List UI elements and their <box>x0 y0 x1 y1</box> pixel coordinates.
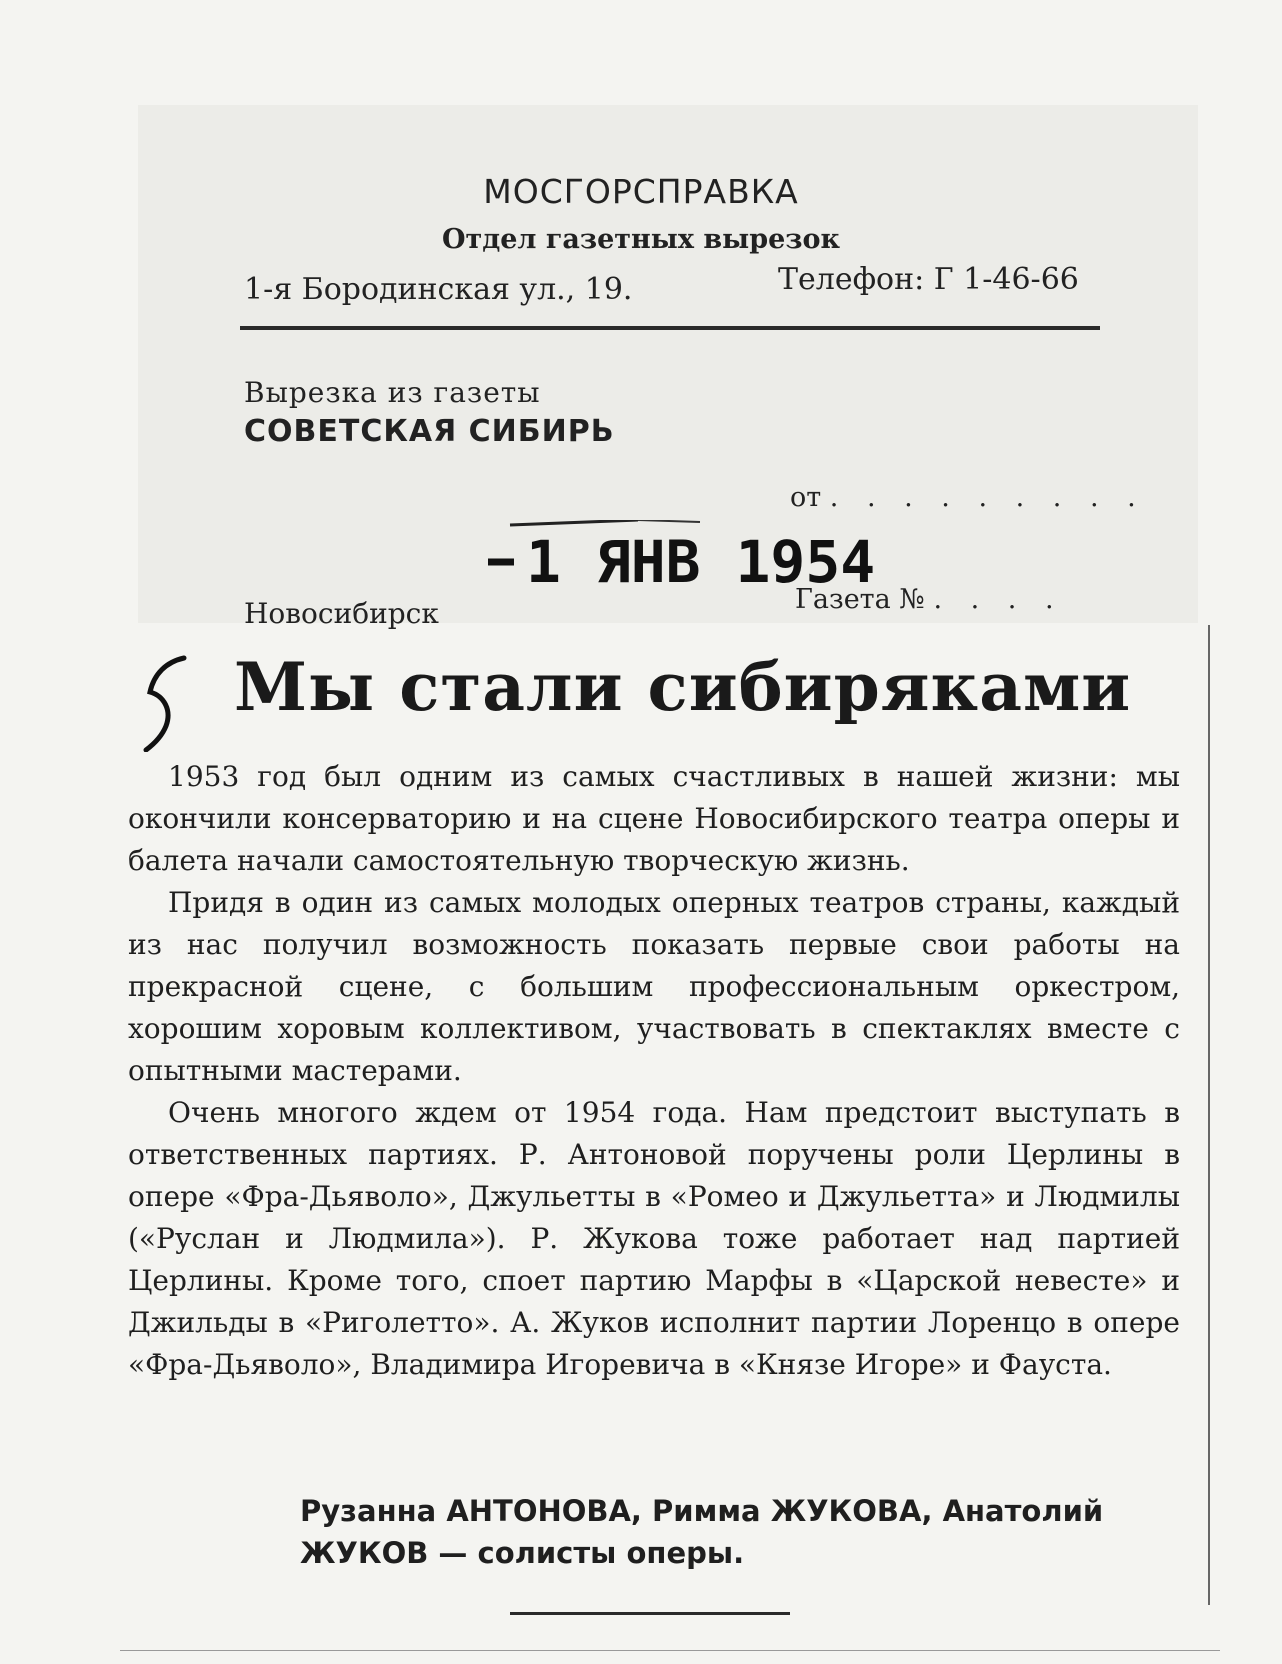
date-from-blank: . . . . . . . . . <box>829 482 1146 513</box>
organization-name: МОСГОРСПРАВКА <box>483 172 799 211</box>
issue-label: Газета № <box>795 584 925 615</box>
clipping-right-edge <box>1208 625 1210 1605</box>
handwritten-mark <box>136 652 196 752</box>
header-divider <box>240 326 1100 330</box>
handwritten-mark-stroke <box>146 658 184 750</box>
date-from-label: от <box>790 482 822 513</box>
article-body <box>128 756 1180 1386</box>
address: 1-я Бородинская ул., 19. <box>244 272 633 307</box>
stamp-bar-1 <box>510 520 638 525</box>
city-name: Новосибирск <box>244 597 439 630</box>
phone-number: Телефон: Г 1-46-66 <box>778 262 1079 297</box>
newspaper-name: СОВЕТСКАЯ СИБИРЬ <box>244 414 615 449</box>
stamp-date-text: 1 ЯНВ 1954 <box>526 528 876 596</box>
page-bottom-edge <box>120 1650 1220 1651</box>
article-paragraph: Придя в один из самых молодых оперных театров страны, каждый из нас получил возможность показать первые свои работы на прекрасной сцене, с большим профессиональным оркестром, хорошим хоровым коллективом, участвовать в спектаклях вместе с опытными мастерами. <box>128 886 1180 1087</box>
date-from-line <box>790 482 1146 513</box>
article-title: Мы стали сибиряками <box>234 648 1132 726</box>
stamp-bar-2 <box>638 520 700 522</box>
issue-blank: . . . . <box>933 584 1064 615</box>
article-paragraph: 1953 год был одним из самых счастливых в нашей жизни: мы окончили консерваторию и на сцене Новосибирского театра оперы и балета начали самостоятельную творческую жизнь. <box>128 760 1180 877</box>
article-end-divider <box>510 1612 790 1615</box>
article-signature: Рузанна АНТОНОВА, Римма ЖУКОВА, Анатолий ЖУКОВ — солисты оперы. <box>300 1494 1104 1570</box>
clipping-label: Вырезка из газеты <box>244 376 541 409</box>
issue-line <box>795 584 1064 615</box>
department-name: Отдел газетных вырезок <box>442 224 840 255</box>
article-paragraph: Очень многого ждем от 1954 года. Нам предстоит выступать в ответственных партиях. Р. Антоновой поручены роли Церлины в опере «Фра-Дьяволо», Джульетты в «Ромео и Джульетта» и Людмилы («Руслан и Людмила»). Р. Жукова тоже работает над партией Церлины. Кроме того, споет партию Марфы в «Царской невесте» и Джильды в «Риголетто». А. Жуков исполнит партии Лоренцо в опере «Фра-Дьяволо», Владимира Игоревича в «Князе Игоре» и Фауста. <box>128 1096 1180 1381</box>
